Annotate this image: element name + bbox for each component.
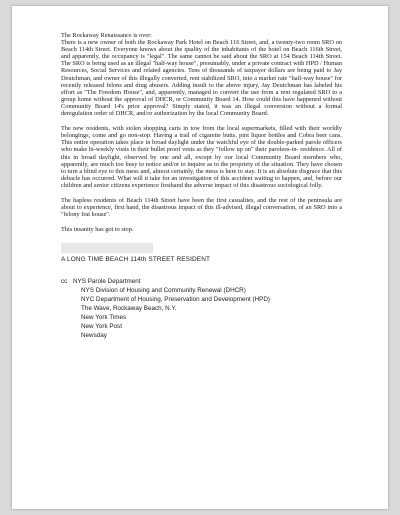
cc-recipient: NYC Department of Housing, Preservation and Development (HPD)	[81, 296, 270, 304]
letter-page	[12, 6, 388, 509]
cc-recipient: New York Times	[81, 313, 127, 321]
cc-recipient: New York Post	[81, 322, 122, 330]
cc-recipient: The Wave, Rockaway Beach, N.Y.	[81, 305, 177, 313]
cc-recipient: NYS Parole Department	[73, 278, 141, 286]
cc-recipient-list	[73, 278, 270, 340]
cc-label: cc	[61, 278, 68, 286]
letter-closing: This insanity has got to stop.	[61, 226, 134, 234]
letter-signature: A LONG TIME BEACH 114th STREET RESIDENT	[61, 256, 211, 264]
letter-paragraph-3: The hapless residents of Beach 114th Street have been the first casualties, and the rest of the peninsula are about to experience, first hand, the disastrous impact of this ill-advised, illegal conversation, of an SRO into a "felony frat house".	[61, 196, 342, 219]
cc-recipient: NYS Division of Housing and Community Renewal (DHCR)	[81, 287, 246, 295]
cc-row	[61, 278, 342, 340]
letter-heading: The Rockaway Renaissance is over:	[61, 32, 152, 39]
redacted-signature-block	[61, 243, 153, 253]
cc-recipient: Newsday	[81, 331, 107, 339]
letter-paragraph-1: There is a new owner of both the Rockaway Park Hotel on Beach 116 Street, and, a twenty-two room SRO on Beach 114th Street. Everyone knows about the quality of the inhabitants of the hotel on Beach 116th Street, and apparently, the occupancy is "legal". The same cannot be said about the SRO at 154 Beach 114th Street. The SRO is being used as an illegal "half-way house", presumably, under a private contract with HPD / Human Resources, Social Services and related agencies. Tens of thousands of taxpayer dollars are being paid to Jay Deutchman, and owner of this illegally converted, rent stabilized SRO, into a market rate "half-way house" for recently released felons and drug abusers. Adding insult to the above injury, Jay Deutchman has labeled his effort as "The Freedom House", and, apparently, managed to convert the use from a rent regulated SRO to a group home without the approval of DHCR, or Community Board 14. How could this have happened without Community Board 14's prior approval? Simply stated, it was an illegal conversion without a formal deregulation order of DHCR, and/or authorization by the local Community Board.	[61, 39, 342, 118]
letter-paragraph-2: The new residents, with stolen shopping carts in tow from the local supermarkets, filled with their worldly belongings, come and go non-stop. Having a trail of cigarette butts, pint liquor bottles and Cobra beer cans. This entire operation takes place in broad daylight under the watchful eye of the double-parked parole officers who make bi-weekly visits in their bullet proof vests as they "follow up on" their parolees-in- residence. All of this in broad daylight, observed by one and all, except by our local Community Board members who, apparently, are much too busy to notice and/or to inquire as to the propriety of the situation. They have chosen to turn a blind eye to this mess and, almost certainly, the mess is here to stay. It is an absolute disgrace that this debacle has occurred. What will it take for an investigation of this accident waiting to happen, and, before our children and senior citizens experience firsthand the adverse impact of this disastrous sociological folly.	[61, 125, 342, 189]
cc-block	[61, 278, 342, 340]
